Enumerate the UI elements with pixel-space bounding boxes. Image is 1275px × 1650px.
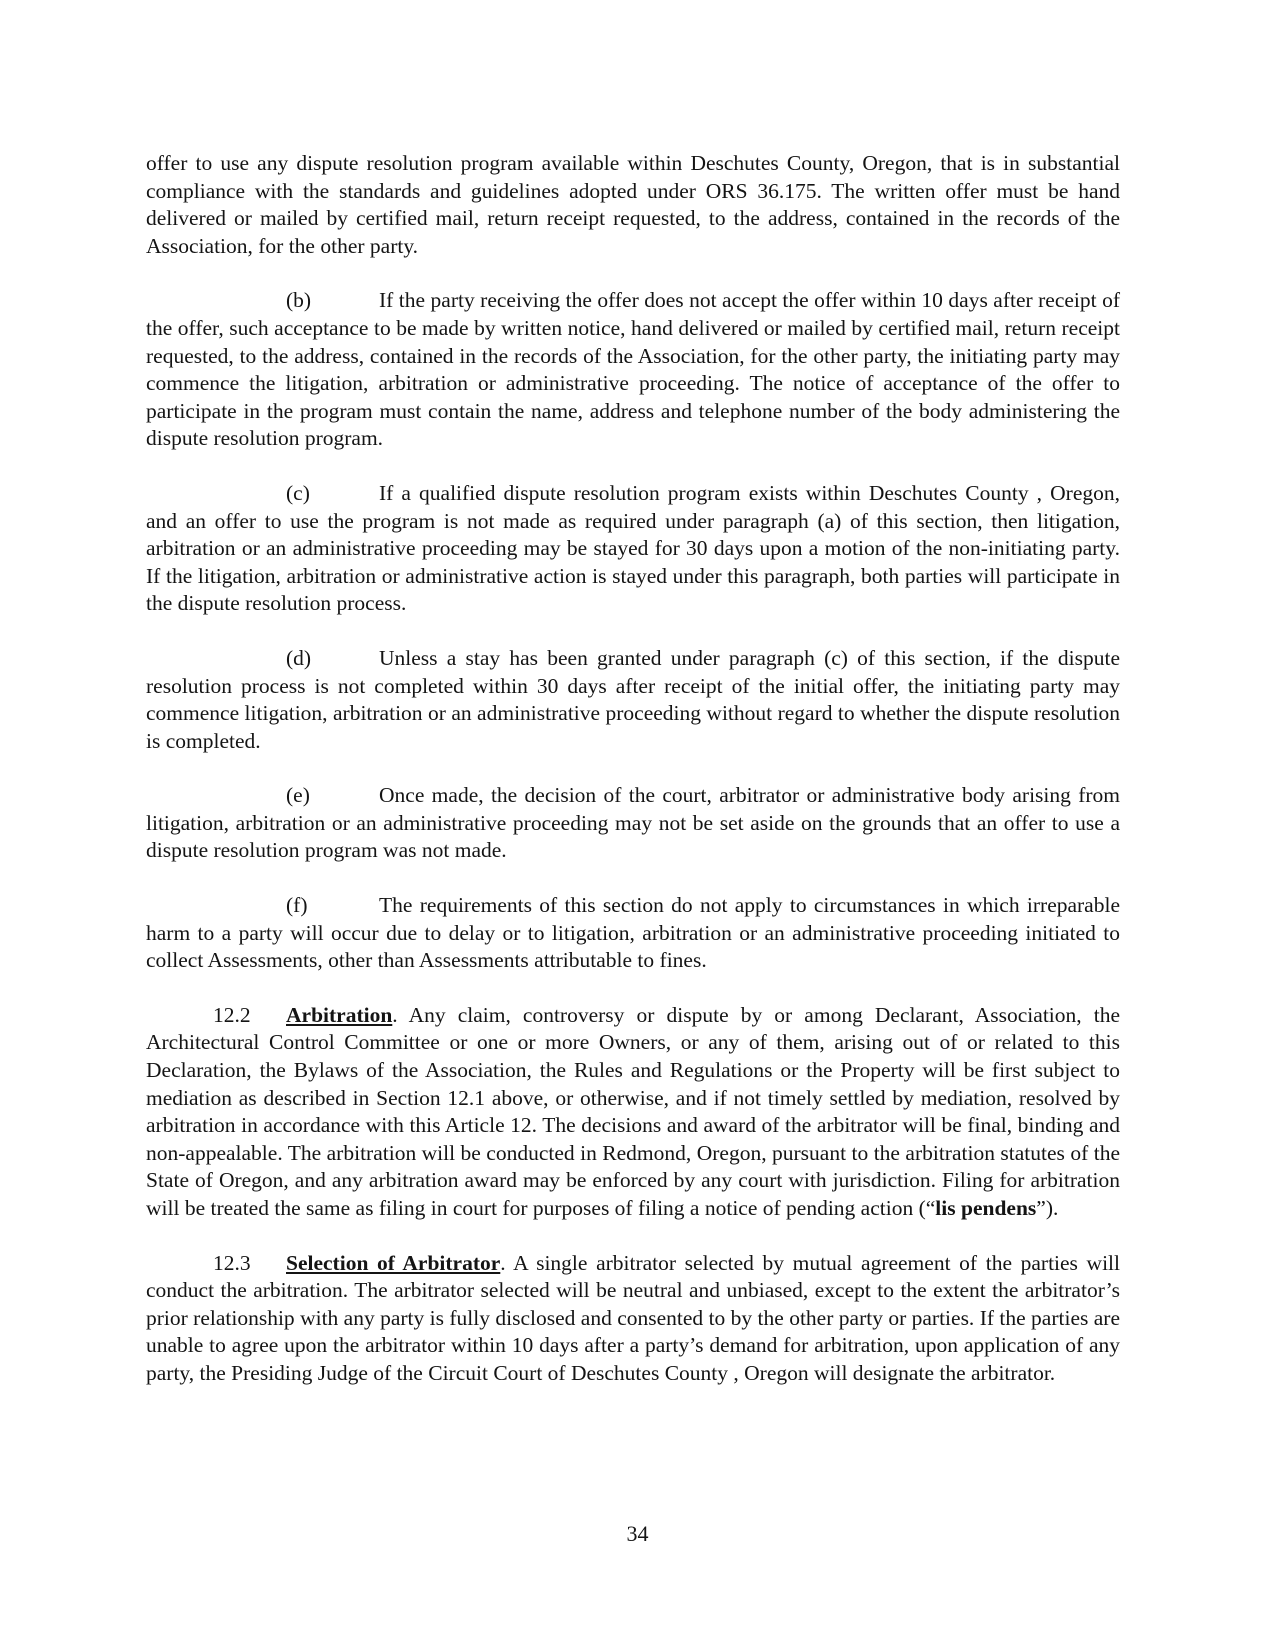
page-number: 34 [626,1521,649,1546]
subparagraph-text: If the party receiving the offer does not accept the offer within 10 days after receipt of the offer, such acceptance to be made by written notice, hand delivered or mailed by certified mail, return receipt requested, to the address, contained in the records of the Association, for the other party, the initiating party may commence the litigation, arbitration or administrative proceeding. The notice of acceptance of the offer to participate in the program must contain the name, address and telephone number of the body administering the dispute resolution program. [146,288,1120,451]
subparagraph-c [146,480,1120,618]
subparagraph-d [146,645,1120,755]
paragraph-intro: offer to use any dispute resolution program available within Deschutes County, Oregon, that is in substantial compliance with the standards and guidelines adopted under ORS 36.175. The written offer must be hand delivered or mailed by certified mail, return receipt requested, to the address, contained in the records of the Association, for the other party. [146,151,1120,258]
subparagraph-e [146,782,1120,865]
subparagraph-b [146,287,1120,453]
subparagraph-label: (f) [286,893,308,918]
section-text: . Any claim, controversy or dispute by or among Declarant, Association, the Architectural Control Committee or one or more Owners, or any of them, arising out of or related to this Declaration, the Bylaws of the Association, the Rules and Regulations or the Property will be first subject to mediation as described in Section 12.1 above, or otherwise, and if not timely settled by mediation, resolved by arbitration in accordance with this Article 12. The decisions and award of the arbitrator will be final, binding and non-appealable. The arbitration will be conducted in Redmond, Oregon, pursuant to the arbitration statutes of the State of Oregon, and any arbitration award may be enforced by any court with jurisdiction. Filing for arbitration will be treated the same as filing in court for purposes of filing a notice of pending action (“ [146,1002,1120,1220]
subparagraph-text: If a qualified dispute resolution program exists within Deschutes County , Oregon, and an offer to use the program is not made as required under paragraph (a) of this section, then litigation, arbitration or an administrative proceeding may be stayed for 30 days upon a motion of the non-initiating party. If the litigation, arbitration or administrative action is stayed under this paragraph, both parties will participate in the dispute resolution process. [146,480,1120,616]
section-number: 12.2 [213,1002,251,1027]
section-text-end: ”). [1036,1196,1059,1220]
section-12-3 [146,1250,1120,1388]
section-heading: Arbitration [286,1002,393,1027]
section-text: . A single arbitrator selected by mutual agreement of the parties will conduct the arbitration. The arbitrator selected will be neutral and unbiased, except to the extent the arbitrator’s prior relationship with any party is fully disclosed and consented to by the other party or parties. If the parties are unable to agree upon the arbitrator within 10 days after a party’s demand for arbitration, upon application of any party, the Presiding Judge of the Circuit Court of Deschutes County , Oregon will designate the arbitrator. [146,1250,1121,1385]
section-heading: Selection of Arbitrator [286,1250,501,1275]
subparagraph-label: (e) [286,783,310,808]
bold-term: lis pendens [935,1196,1037,1220]
section-12-2 [146,1002,1120,1223]
subparagraph-f [146,892,1120,975]
subparagraph-label: (c) [286,480,310,505]
document-body [146,150,1120,1415]
subparagraph-text: Once made, the decision of the court, arbitrator or administrative body arising from litigation, arbitration or an administrative proceeding may not be set aside on the grounds that an offer to use a dispute resolution program was not made. [146,783,1120,863]
subparagraph-text: The requirements of this section do not apply to circumstances in which irreparable harm to a party will occur due to delay or to litigation, arbitration or an administrative proceeding initiated to collect Assessments, other than Assessments attributable to fines. [146,893,1120,973]
section-number: 12.3 [213,1250,251,1275]
subparagraph-label: (d) [286,645,312,670]
subparagraph-label: (b) [286,288,312,313]
subparagraph-text: Unless a stay has been granted under paragraph (c) of this section, if the dispute resolution process is not completed within 30 days after receipt of the initial offer, the initiating party may commence litigation, arbitration or an administrative proceeding without regard to whether the dispute resolution is completed. [146,645,1120,753]
